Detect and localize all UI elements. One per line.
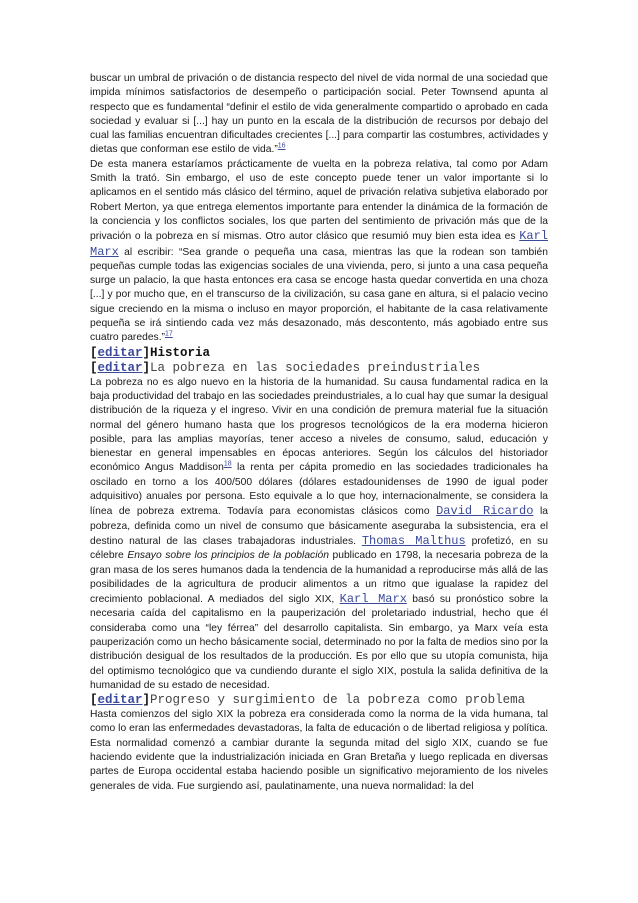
paragraph-text: buscar un umbral de privación o de distancia respecto del nivel de vida normal de una sociedad que impida mínimos satisfactorios de desempeño o participación social. Peter Townsend apunta al respecto que es fundamental “definir el estilo de vida generalmente compartido o aprobado en cada sociedad y evaluar si [...] hay un punto en la escala de la distribución de recursos por debajo del cual las familias encuentran dificultades crecientes [...] para compartir las costumbres, actividades y dietas que conforman ese estilo de vida.” xyxy=(90,73,548,156)
section-heading xyxy=(90,346,548,361)
bracket: [ xyxy=(90,693,98,708)
paragraph-text: la pobreza, definida como un nivel de consumo que básicamente aseguraba la subsistencia, era el destino natural de las clases trabajadoras industriales. xyxy=(90,506,548,547)
paragraph xyxy=(90,158,548,346)
section-title: Historia xyxy=(150,345,211,360)
author-link[interactable]: David Ricardo xyxy=(436,504,534,519)
paragraph-text: De esta manera estaríamos prácticamente de vuelta en la pobreza relativa, tal como por Adam Smith la trató. Sin embargo, el uso de este concepto puede tener un valor importante si lo aplicamos en el sentido más clásico del término, aquel de privación relativa subjetiva elaborado por Robert Merton, ya que entrega elementos importante para entender la dinámica de la formación de la conciencia y los conflictos sociales, los que parten del sentimiento de privación más que de la privación o la pobreza en sí mismas. Otro autor clásico que resumió muy bien esta idea es xyxy=(90,158,548,243)
paragraph xyxy=(90,72,548,158)
paragraph-text: La pobreza no es algo nuevo en la historia de la humanidad. Su causa fundamental radica en la baja productividad del trabajo en las sociedades preindustriales, a lo cual hay que sumar la desigual distribución de la riqueza y el ingreso. Vivir en una condición de premura material fue la situación normal del género humano hasta que los progresos tecnológicos de la era moderna hicieron posible, para las amplias mayorías, tener acceso a niveles de consumo, salud, educación y bienestar en general impensables en épocas anteriores. Según los cálculos del historiador económico Angus Maddison xyxy=(90,376,548,474)
section-heading xyxy=(90,693,548,708)
bracket: [ xyxy=(90,360,98,375)
document-page xyxy=(90,72,548,794)
bracket: ] xyxy=(142,693,151,708)
footnote-reference[interactable]: 16 xyxy=(277,143,286,151)
author-link[interactable]: Karl Marx xyxy=(339,592,407,607)
edit-link[interactable]: editar xyxy=(97,345,143,360)
bracket: [ xyxy=(90,345,98,360)
section-title: Progreso y surgimiento de la pobreza como problema xyxy=(150,693,526,708)
bracket: ] xyxy=(142,360,151,375)
footnote-reference[interactable]: 18 xyxy=(223,461,232,468)
paragraph xyxy=(90,708,548,794)
author-link[interactable]: Thomas Malthus xyxy=(361,533,466,548)
edit-link[interactable]: editar xyxy=(97,360,143,375)
section-heading xyxy=(90,361,548,376)
section-title: La pobreza en las sociedades preindustriales xyxy=(150,360,481,375)
bracket: ] xyxy=(142,345,151,360)
paragraph-text: la renta per cápita promedio en las sociedades tradicionales ha oscilado en torno a los 400/500 dólares (dólares estadounidenses de 1990 de igual poder adquisitivo) anuales por persona. Esto equivale a lo que hoy, internacionalmente, se considera la línea de pobreza extrema. Todavía para economistas clásicos como xyxy=(90,462,548,518)
paragraph-text: publicado en 1798, la necesaria pobreza de la gran masa de los seres humanos dada la tendencia de la humanidad a reproducirse más allá de las posibilidades de la agricultura de producir alimentos a un ritmo que igualase la rapidez del crecimiento poblacional. A mediados del siglo XIX, xyxy=(90,550,548,606)
paragraph-text: basó su pronóstico sobre la necesaria caída del capitalismo en la pauperización del proletariado industrial, hecho que él consideraba como una “ley férrea” del desarrollo capitalista. Sin embargo, ya Marx veía esta pauperización como un hecho básicamente social, determinado no por la falta de medios sino por la distribución desigual de los resultados de la producción. Es por ello que su utopía comunista, hija del optimismo tecnológico que va cundiendo durante el siglo XIX, postula la salida definitiva de la humanidad de su estado de necesidad. xyxy=(90,594,549,691)
book-title: Ensayo sobre los principios de la población xyxy=(127,550,329,562)
footnote-reference[interactable]: 17 xyxy=(164,330,173,338)
paragraph-text: profetizó, en su célebre xyxy=(90,535,549,562)
author-link[interactable]: Karl Marx xyxy=(90,229,548,259)
paragraph xyxy=(90,376,548,694)
paragraph-text: Hasta comienzos del siglo XIX la pobreza era considerada como la norma de la vida humana, tal como lo eran las enfermedades devastadoras, la falta de educación o de libertad religiosa y política. Esta normalidad comenzó a cambiar durante la segunda mitad del siglo XIX, cuando se fue haciendo evidente que la industrialización iniciada en Gran Bretaña y luego replicada en diversas partes de Europa occidental estaba haciendo posible un significativo mejoramiento de los niveles generales de vida. Fue surgiendo así, paulatinamente, una nueva normalidad: la del xyxy=(90,709,548,792)
paragraph-text: al escribir: “Sea grande o pequeña una casa, mientras las que la rodean son también pequeñas cumple todas las exigencias sociales de una vivienda, pero, si junto a una casa pequeña surge un palacio, la que hasta entonces era casa se encoge hasta quedar convertida en una choza [...] y por mucho que, en el transcurso de la civilización, su casa gane en altura, si el palacio vecino sigue creciendo en la misma o incluso en mayor proporción, el habitante de la casa relativamente pequeña se irá sintiendo cada vez más desazonado, más descontento, más agobiado entre sus cuatro paredes.” xyxy=(90,246,548,344)
edit-link[interactable]: editar xyxy=(97,693,143,708)
